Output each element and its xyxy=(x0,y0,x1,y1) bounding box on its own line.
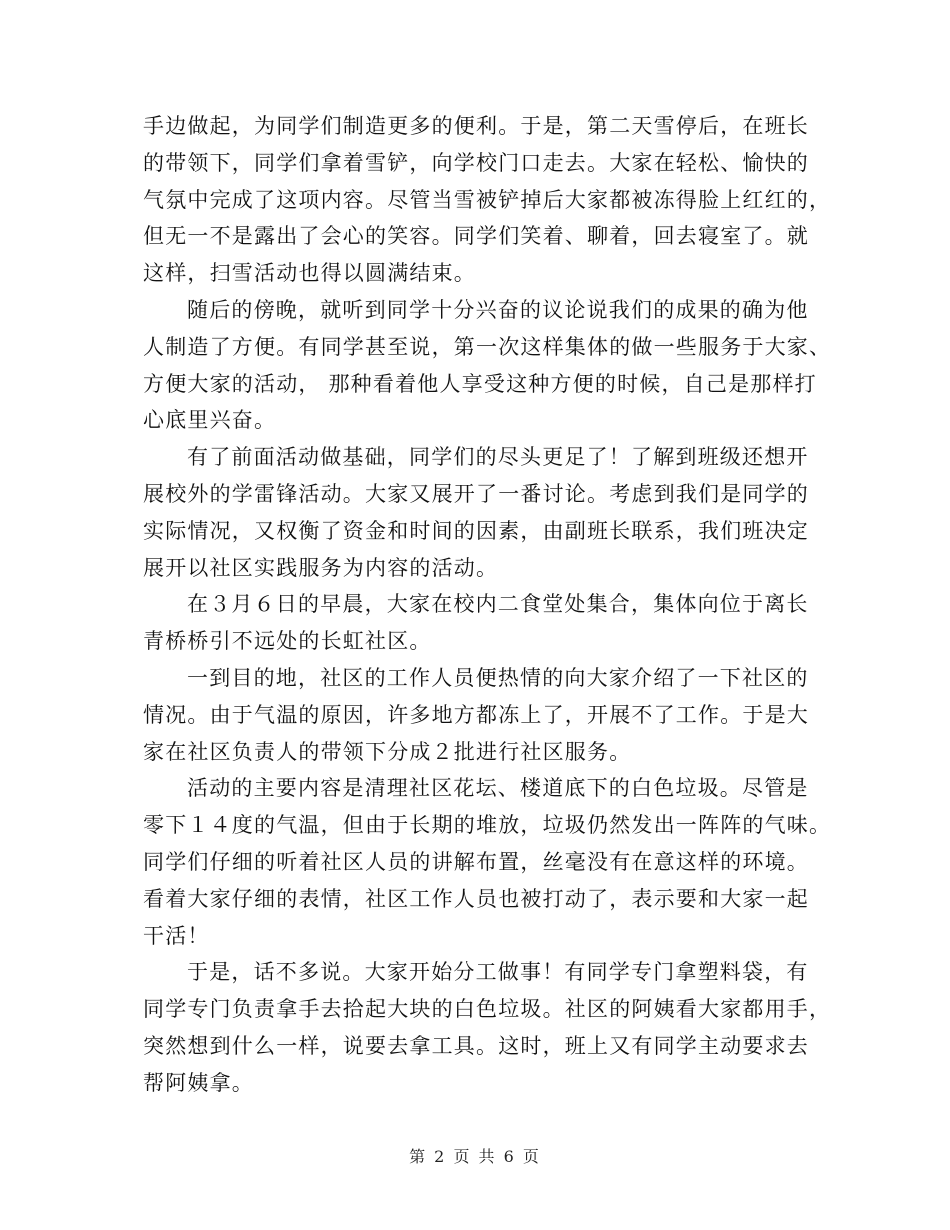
text-line: 心底里兴奋。 xyxy=(143,408,277,433)
text-line: 青桥桥引不远处的长虹社区。 xyxy=(143,629,432,654)
text-line: 但无一不是露出了会心的笑容。同学们笑着、聊着，回去寝室了。就 xyxy=(143,224,809,249)
page-footer xyxy=(0,1146,950,1168)
text-line: 家在社区负责人的带领下分成２批进行社区服务。 xyxy=(143,739,632,764)
text-line: 展开以社区实践服务为内容的活动。 xyxy=(143,555,499,580)
paragraph xyxy=(143,586,807,660)
text-line: 帮阿姨拿。 xyxy=(143,1070,254,1095)
text-line: 突然想到什么一样，说要去拿工具。这时，班上又有同学主动要求去 xyxy=(143,1033,809,1058)
text-line: 零下１４度的气温，但由于长期的堆放，垃圾仍然发出一阵阵的气味。 xyxy=(143,813,832,838)
text-line: 同学们仔细的听着社区人员的讲解布置，丝毫没有在意这样的环境。 xyxy=(143,849,809,874)
body-text xyxy=(143,108,832,1102)
text-line: 同学专门负责拿手去拾起大块的白色垃圾。社区的阿姨看大家都用手， xyxy=(143,997,832,1022)
text-line: 手边做起，为同学们制造更多的便利。于是，第二天雪停后，在班长 xyxy=(143,114,809,138)
text-line: 活动的主要内容是清理社区花坛、楼道底下的白色垃圾。尽管是 xyxy=(187,776,809,801)
text-line: 实际情况，又权衡了资金和时间的因素，由副班长联系，我们班决定 xyxy=(143,518,809,543)
text-line: 在３月６日的早晨，大家在校内二食堂处集合，集体向位于离长 xyxy=(187,592,809,617)
paragraph xyxy=(143,439,807,586)
text-line: 干活！ xyxy=(143,923,210,948)
text-line: 这样，扫雪活动也得以圆满结束。 xyxy=(143,261,476,286)
text-line: 随后的傍晚，就听到同学十分兴奋的议论说我们的成果的确为他 xyxy=(187,297,809,322)
text-line: 方便大家的活动， 那种看着他人享受这种方便的时候，自己是那样打 xyxy=(143,371,817,396)
text-line: 一到目的地，社区的工作人员便热情的向大家介绍了一下社区的 xyxy=(187,665,809,690)
paragraph xyxy=(143,770,832,954)
text-line: 人制造了方便。有同学甚至说，第一次这样集体的做一些服务于大家、 xyxy=(143,334,832,359)
text-line: 情况。由于气温的原因，许多地方都冻上了，开展不了工作。于是大 xyxy=(143,702,809,727)
paragraph xyxy=(143,292,832,439)
text-line: 气氛中完成了这项内容。尽管当雪被铲掉后大家都被冻得脸上红红的， xyxy=(143,187,832,212)
text-line: 有了前面活动做基础，同学们的尽头更足了！了解到班级还想开 xyxy=(187,445,809,470)
paragraph xyxy=(143,660,807,770)
text-line: 展校外的学雷锋活动。大家又展开了一番讨论。考虑到我们是同学的 xyxy=(143,481,809,506)
page-number-label: 第 2 页 共 6 页 xyxy=(409,1147,541,1166)
text-line: 的带领下，同学们拿着雪铲，向学校门口走去。大家在轻松、愉快的 xyxy=(143,150,809,175)
paragraph xyxy=(143,108,832,292)
text-line: 于是，话不多说。大家开始分工做事！有同学专门拿塑料袋，有 xyxy=(187,960,809,985)
text-line: 看着大家仔细的表情，社区工作人员也被打动了，表示要和大家一起 xyxy=(143,886,809,911)
paragraph xyxy=(143,954,832,1101)
